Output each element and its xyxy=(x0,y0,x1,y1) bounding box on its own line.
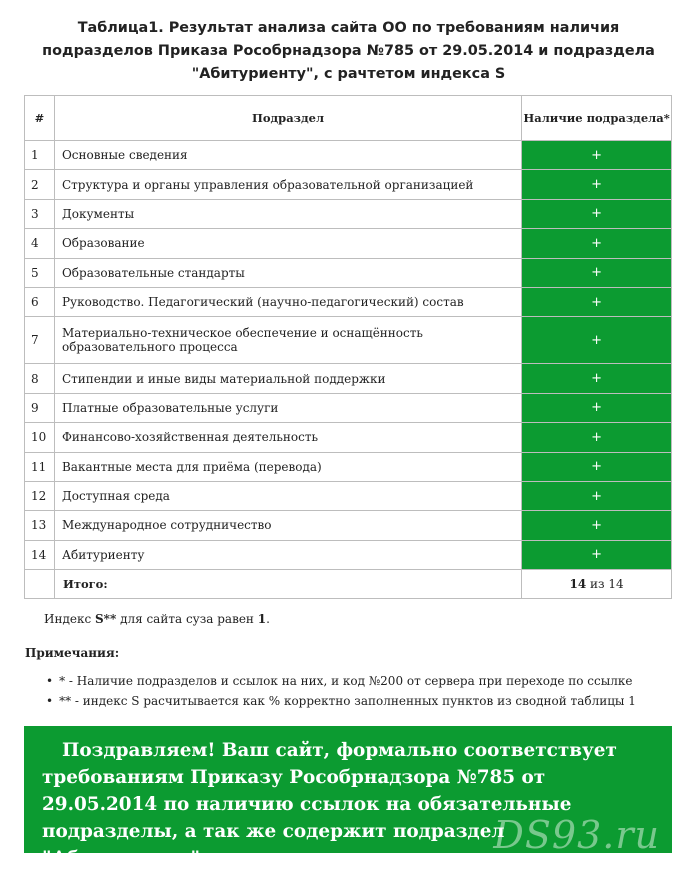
total-value xyxy=(522,570,672,599)
table-header-row xyxy=(25,96,672,141)
row-presence-mark: + xyxy=(522,393,672,422)
row-subsection-name: Стипендии и иные виды материальной поддержки xyxy=(54,364,521,393)
index-line xyxy=(44,612,270,626)
total-count: 14 xyxy=(569,577,587,592)
row-subsection-name: Финансово-хозяйственная деятельность xyxy=(54,423,521,452)
row-number: 2 xyxy=(25,170,55,199)
row-subsection-name: Основные сведения xyxy=(54,141,521,170)
row-presence-mark: + xyxy=(522,170,672,199)
page-title: Таблица1. Результат анализа сайта ОО по требованиям наличия подразделов Приказа Рособрнадзора №785 от 29.05.2014 и подраздела "Абитуриенту", с рачтетом индекса S xyxy=(42,20,655,82)
table-row xyxy=(25,258,672,287)
table-row xyxy=(25,229,672,258)
row-subsection-name: Абитуриенту xyxy=(54,540,521,569)
total-row xyxy=(25,570,672,599)
row-number: 13 xyxy=(25,511,55,540)
notes-heading: Примечания: xyxy=(25,646,120,660)
index-middle: для сайта суза равен xyxy=(120,612,254,626)
header-num: # xyxy=(25,96,55,141)
table-row xyxy=(25,511,672,540)
row-number: 10 xyxy=(25,423,55,452)
table-row xyxy=(25,364,672,393)
total-of-word: из xyxy=(590,577,605,592)
table-row xyxy=(25,423,672,452)
header-presence: Наличие подраздела* xyxy=(522,96,672,141)
total-max: 14 xyxy=(608,577,624,592)
row-number: 6 xyxy=(25,287,55,316)
table-row xyxy=(25,317,672,364)
row-subsection-name: Материально-техническое обеспечение и оснащённость образовательного процесса xyxy=(54,317,521,364)
row-subsection-name: Доступная среда xyxy=(54,481,521,510)
row-number: 4 xyxy=(25,229,55,258)
results-table xyxy=(24,95,672,599)
row-subsection-name: Структура и органы управления образовательной организацией xyxy=(54,170,521,199)
row-presence-mark: + xyxy=(522,317,672,364)
row-subsection-name: Вакантные места для приёма (перевода) xyxy=(54,452,521,481)
table-row xyxy=(25,287,672,316)
index-suffix: . xyxy=(266,612,270,626)
row-presence-mark: + xyxy=(522,481,672,510)
row-number: 5 xyxy=(25,258,55,287)
congrats-text: Поздравляем! Ваш сайт, формально соответствует требованиям Приказу Рособрнадзора №785 от 29.05.2014 по наличию ссылок на обязательные подразделы, а так же содержит подраздел "Абитуриенту". xyxy=(42,740,617,869)
notes-list xyxy=(46,671,636,711)
row-number: 12 xyxy=(25,481,55,510)
row-presence-mark: + xyxy=(522,423,672,452)
row-presence-mark: + xyxy=(522,229,672,258)
index-value: 1 xyxy=(257,612,267,626)
header-subsection: Подраздел xyxy=(54,96,521,141)
row-subsection-name: Образование xyxy=(54,229,521,258)
row-subsection-name: Документы xyxy=(54,199,521,228)
row-presence-mark: + xyxy=(522,511,672,540)
table-row xyxy=(25,170,672,199)
watermark-logo: DS93.ru xyxy=(493,813,660,857)
total-empty-cell xyxy=(25,570,55,599)
row-number: 1 xyxy=(25,141,55,170)
row-number: 11 xyxy=(25,452,55,481)
note-item: • ** - индекс S расчитывается как % корректно заполненных пунктов из сводной таблицы 1 xyxy=(46,691,636,711)
index-symbol: S** xyxy=(95,612,117,626)
table-row xyxy=(25,452,672,481)
row-presence-mark: + xyxy=(522,540,672,569)
table-row xyxy=(25,199,672,228)
row-subsection-name: Образовательные стандарты xyxy=(54,258,521,287)
table-row xyxy=(25,141,672,170)
row-subsection-name: Международное сотрудничество xyxy=(54,511,521,540)
row-number: 8 xyxy=(25,364,55,393)
table-row xyxy=(25,481,672,510)
row-presence-mark: + xyxy=(522,287,672,316)
index-prefix: Индекс xyxy=(44,612,92,626)
total-label: Итого: xyxy=(54,570,521,599)
row-presence-mark: + xyxy=(522,258,672,287)
row-number: 9 xyxy=(25,393,55,422)
note-item: • * - Наличие подразделов и ссылок на них, и код №200 от сервера при переходе по ссылке xyxy=(46,671,636,691)
row-number: 7 xyxy=(25,317,55,364)
table-row xyxy=(25,393,672,422)
row-subsection-name: Руководство. Педагогический (научно-педагогический) состав xyxy=(54,287,521,316)
row-number: 3 xyxy=(25,199,55,228)
table-row xyxy=(25,540,672,569)
row-presence-mark: + xyxy=(522,364,672,393)
row-presence-mark: + xyxy=(522,452,672,481)
row-presence-mark: + xyxy=(522,199,672,228)
row-number: 14 xyxy=(25,540,55,569)
congrats-banner xyxy=(24,726,672,869)
row-presence-mark: + xyxy=(522,141,672,170)
row-subsection-name: Платные образовательные услуги xyxy=(54,393,521,422)
